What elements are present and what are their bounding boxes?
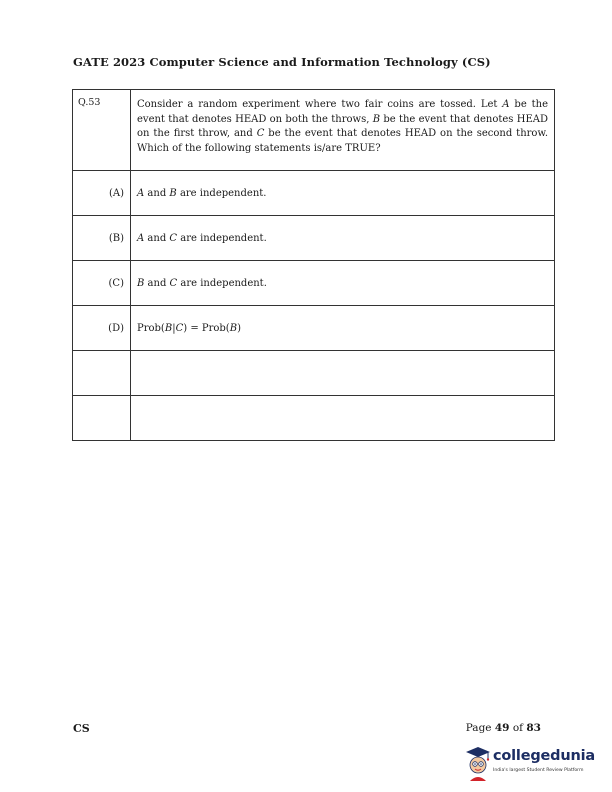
option-a-text: A and B are independent. (131, 171, 555, 216)
option-row-d (73, 306, 555, 351)
option-a-label: (A) (73, 171, 131, 216)
mascot-icon (463, 744, 493, 782)
option-d-text: Prob(B|C) = Prob(B) (131, 306, 555, 351)
option-b-text: A and C are independent. (131, 216, 555, 261)
footer-page-number: Page 49 of 83 (465, 722, 541, 734)
option-row-b (73, 216, 555, 261)
empty-cell (73, 351, 131, 396)
option-row-a (73, 171, 555, 216)
empty-cell (131, 396, 555, 441)
collegedunia-logo (463, 744, 593, 784)
logo-tagline: India's largest Student Review Platform (493, 768, 584, 773)
logo-name: collegedunia (493, 748, 595, 764)
empty-row (73, 351, 555, 396)
question-row (73, 90, 555, 171)
empty-cell (131, 351, 555, 396)
option-row-c (73, 261, 555, 306)
question-table (72, 89, 555, 441)
option-b-label: (B) (73, 216, 131, 261)
page-header-title: GATE 2023 Computer Science and Information Technology (CS) (73, 55, 491, 69)
option-c-label: (C) (73, 261, 131, 306)
empty-row (73, 396, 555, 441)
option-d-label: (D) (73, 306, 131, 351)
empty-cell (73, 396, 131, 441)
question-number: Q.53 (73, 90, 131, 171)
question-text: Consider a random experiment where two fair coins are tossed. Let A be the event that denotes HEAD on both the throws, B be the event that denotes HEAD on the first throw, and C be the event that denotes HEAD on the second throw. Which of the following statements is/are TRUE? (131, 90, 555, 171)
footer-subject: CS (73, 722, 90, 735)
option-c-text: B and C are independent. (131, 261, 555, 306)
